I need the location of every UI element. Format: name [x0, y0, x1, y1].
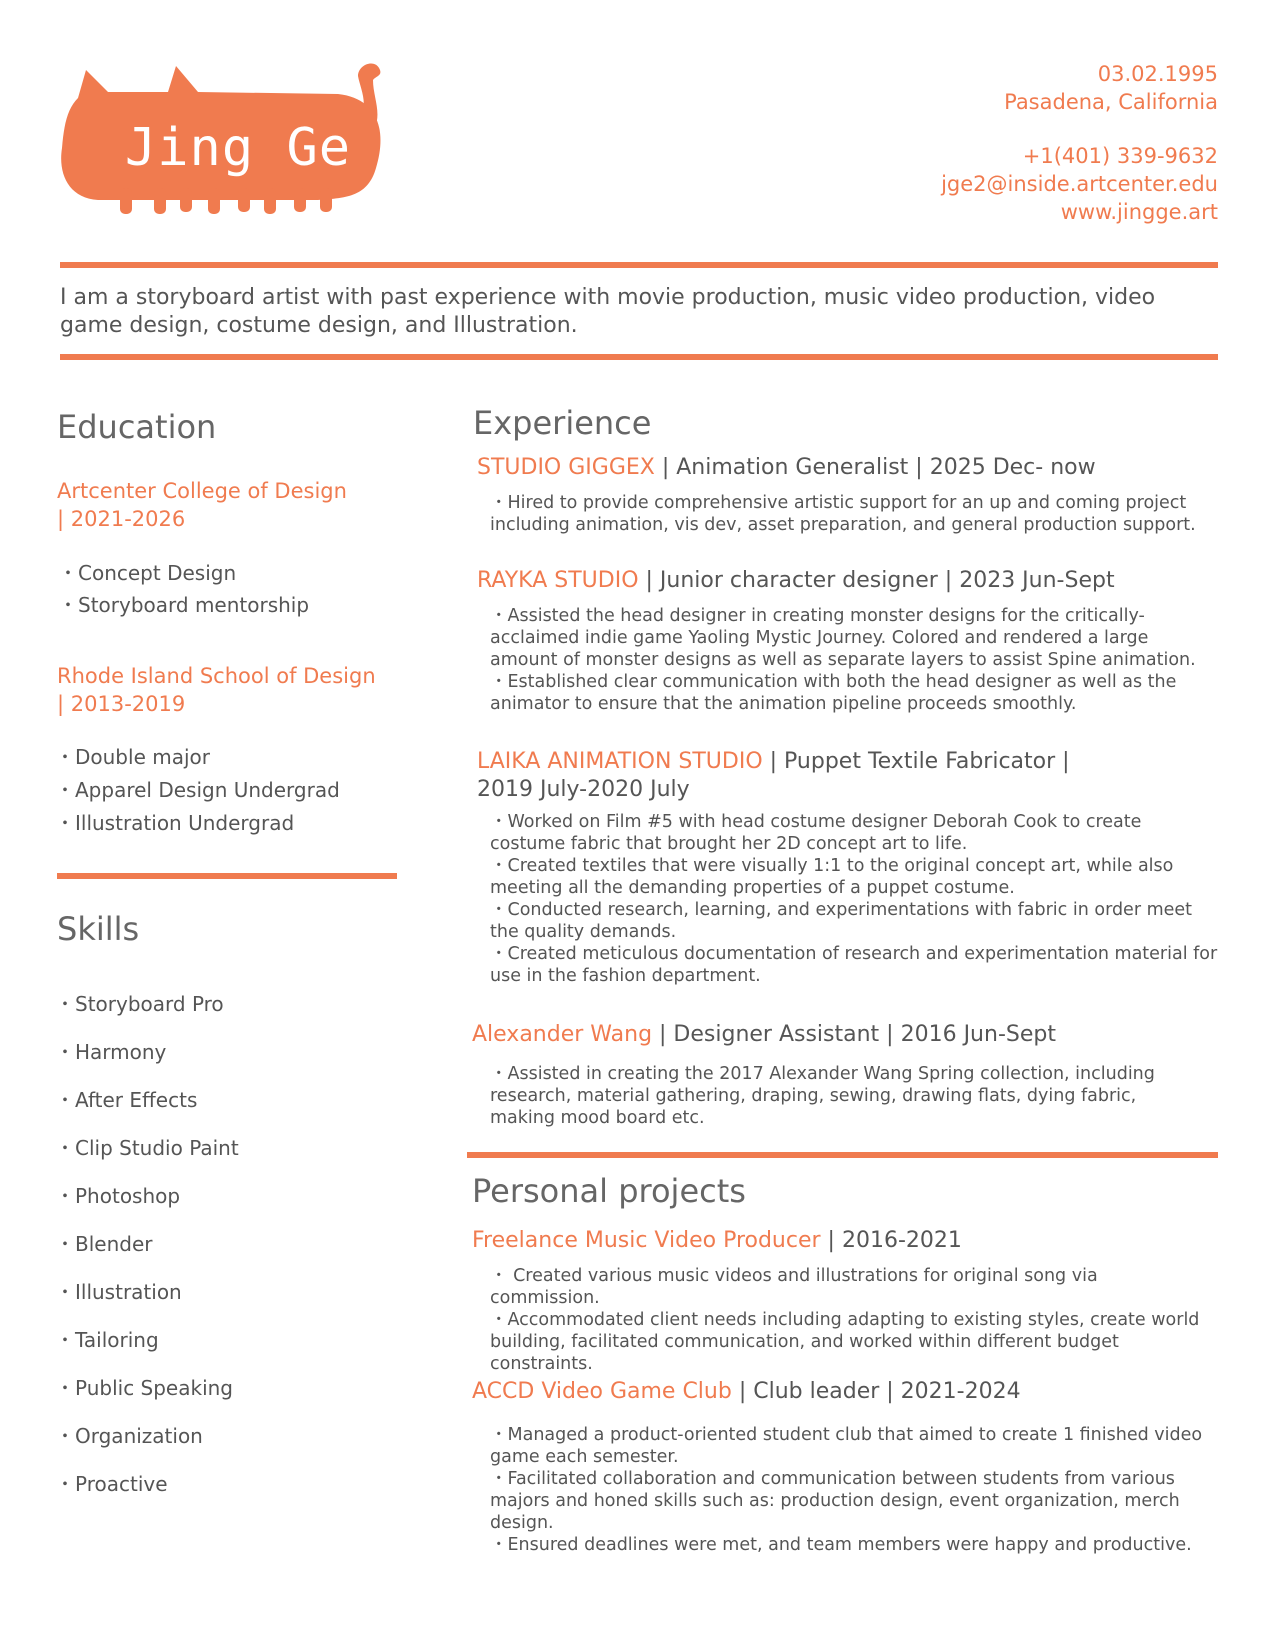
skill-item: ・Storyboard Pro [55, 992, 224, 1016]
job-role: | Designer Assistant | 2016 Jun-Sept [652, 1022, 1056, 1047]
job-bullet: ・Hired to provide comprehensive artistic support for an up and coming project including animation, vis dev, asset preparation, and general production support. [490, 493, 1196, 535]
school-name: Rhode Island School of Design [57, 664, 376, 688]
contact-block [941, 60, 1218, 226]
skill-item: ・Tailoring [55, 1328, 159, 1352]
job-title-rayka [477, 568, 1115, 593]
name-logo [58, 58, 408, 233]
summary-divider [60, 354, 1218, 360]
job-bullet: ・Assisted in creating the 2017 Alexander Wang Spring collection, including research, material gathering, draping, sewing, drawing flats, dying fabric, making mood board etc. [490, 1064, 1155, 1128]
birthdate: 03.02.1995 [1097, 62, 1218, 86]
project-title-music-video [472, 1228, 962, 1253]
phone: +1(401) 339-9632 [1022, 144, 1218, 168]
job-description [490, 811, 1220, 987]
company-name: LAIKA ANIMATION STUDIO [477, 749, 763, 774]
education-divider [57, 873, 397, 879]
project-name: ACCD Video Game Club [472, 1379, 732, 1404]
skill-item: ・Public Speaking [55, 1376, 234, 1400]
skill-item: ・Harmony [55, 1040, 167, 1064]
summary-text: I am a storyboard artist with past experience with movie production, music video production, video game design, costume design, and Illustration. [60, 285, 1156, 338]
school-years: | 2021-2026 [57, 507, 186, 531]
header-divider [60, 262, 1218, 268]
experience-divider [467, 1152, 1218, 1158]
project-title-game-club [472, 1379, 1021, 1404]
email-link[interactable]: jge2@inside.artcenter.edu [941, 172, 1218, 196]
company-name: RAYKA STUDIO [477, 568, 639, 593]
skill-item: ・Clip Studio Paint [55, 1136, 239, 1160]
location: Pasadena, California [1004, 90, 1218, 114]
job-description [490, 605, 1210, 715]
skill-item: ・Organization [55, 1424, 203, 1448]
website-link[interactable]: www.jingge.art [1060, 200, 1218, 224]
job-role: | Puppet Textile Fabricator | 2019 July-2020 July [477, 749, 1070, 802]
skill-item: ・After Effects [55, 1088, 198, 1112]
job-title-laika [477, 748, 1127, 804]
job-role: | Junior character designer | 2023 Jun-Sept [638, 568, 1115, 593]
job-bullet: ・Worked on Film #5 with head costume designer Deborah Cook to create costume fabric that brought her 2D concept art to life. [490, 812, 1142, 854]
skill-item: ・Proactive [55, 1472, 168, 1496]
school-years: | 2013-2019 [57, 692, 186, 716]
skills-heading: Skills [57, 910, 140, 948]
education-item: ・Concept Design [58, 561, 237, 585]
job-bullet: ・Established clear communication with both the head designer as well as the animator to ensure that the animation pipeline proceeds smoothly. [490, 672, 1177, 714]
experience-heading: Experience [473, 404, 652, 442]
project-bullet: ・Ensured deadlines were met, and team members were happy and productive. [490, 1535, 1192, 1555]
name-title: Jing Ge [124, 118, 352, 178]
job-bullet: ・Created meticulous documentation of research and experimentation material for use in the fashion department. [490, 944, 1218, 986]
project-bullet: ・Managed a product-oriented student club that aimed to create 1 finished video game each semester. [490, 1425, 1203, 1467]
company-name: STUDIO GIGGEX [477, 455, 655, 480]
school-name: Artcenter College of Design [57, 479, 347, 503]
company-name: Alexander Wang [472, 1022, 653, 1047]
education-item: ・Apparel Design Undergrad [55, 778, 340, 802]
job-bullet: ・Assisted the head designer in creating monster designs for the critically-acclaimed indie game Yaoling Mystic Journey. Colored and rendered a large amount of monster designs as well as separate layers to assist Spine animation. [490, 606, 1196, 670]
job-title-giggex [477, 455, 1096, 480]
project-role: | Club leader | 2021-2024 [731, 1379, 1021, 1404]
school-risd [57, 662, 376, 718]
job-description [490, 492, 1210, 536]
job-bullet: ・Conducted research, learning, and experimentations with fabric in order meet the quality demands. [490, 900, 1193, 942]
project-bullet: ・Facilitated collaboration and communication between students from various majors and honed skills such as: production design, event organization, merch design. [490, 1469, 1180, 1533]
skill-item: ・Illustration [55, 1280, 182, 1304]
job-title-alexander-wang [472, 1022, 1056, 1047]
job-role: | Animation Generalist | 2025 Dec- now [654, 455, 1096, 480]
project-name: Freelance Music Video Producer [472, 1228, 821, 1253]
education-item: ・Double major [55, 745, 210, 769]
project-description [490, 1424, 1220, 1556]
school-artcenter [57, 477, 347, 533]
job-description [490, 1063, 1190, 1129]
education-item: ・Illustration Undergrad [55, 811, 295, 835]
project-bullet: ・ Created various music videos and illustrations for original song via commission. [490, 1266, 1098, 1308]
education-heading: Education [57, 408, 217, 446]
skill-item: ・Photoshop [55, 1184, 181, 1208]
project-role: | 2016-2021 [820, 1228, 962, 1253]
project-description [490, 1265, 1205, 1375]
job-bullet: ・Created textiles that were visually 1:1 to the original concept art, while also meeting all the demanding properties of a puppet costume. [490, 856, 1174, 898]
education-item: ・Storyboard mentorship [58, 593, 310, 617]
projects-heading: Personal projects [472, 1172, 746, 1210]
skill-item: ・Blender [55, 1232, 153, 1256]
project-bullet: ・Accommodated client needs including adapting to existing styles, create world building, facilitated communication, and worked within different budget constraints. [490, 1310, 1200, 1374]
